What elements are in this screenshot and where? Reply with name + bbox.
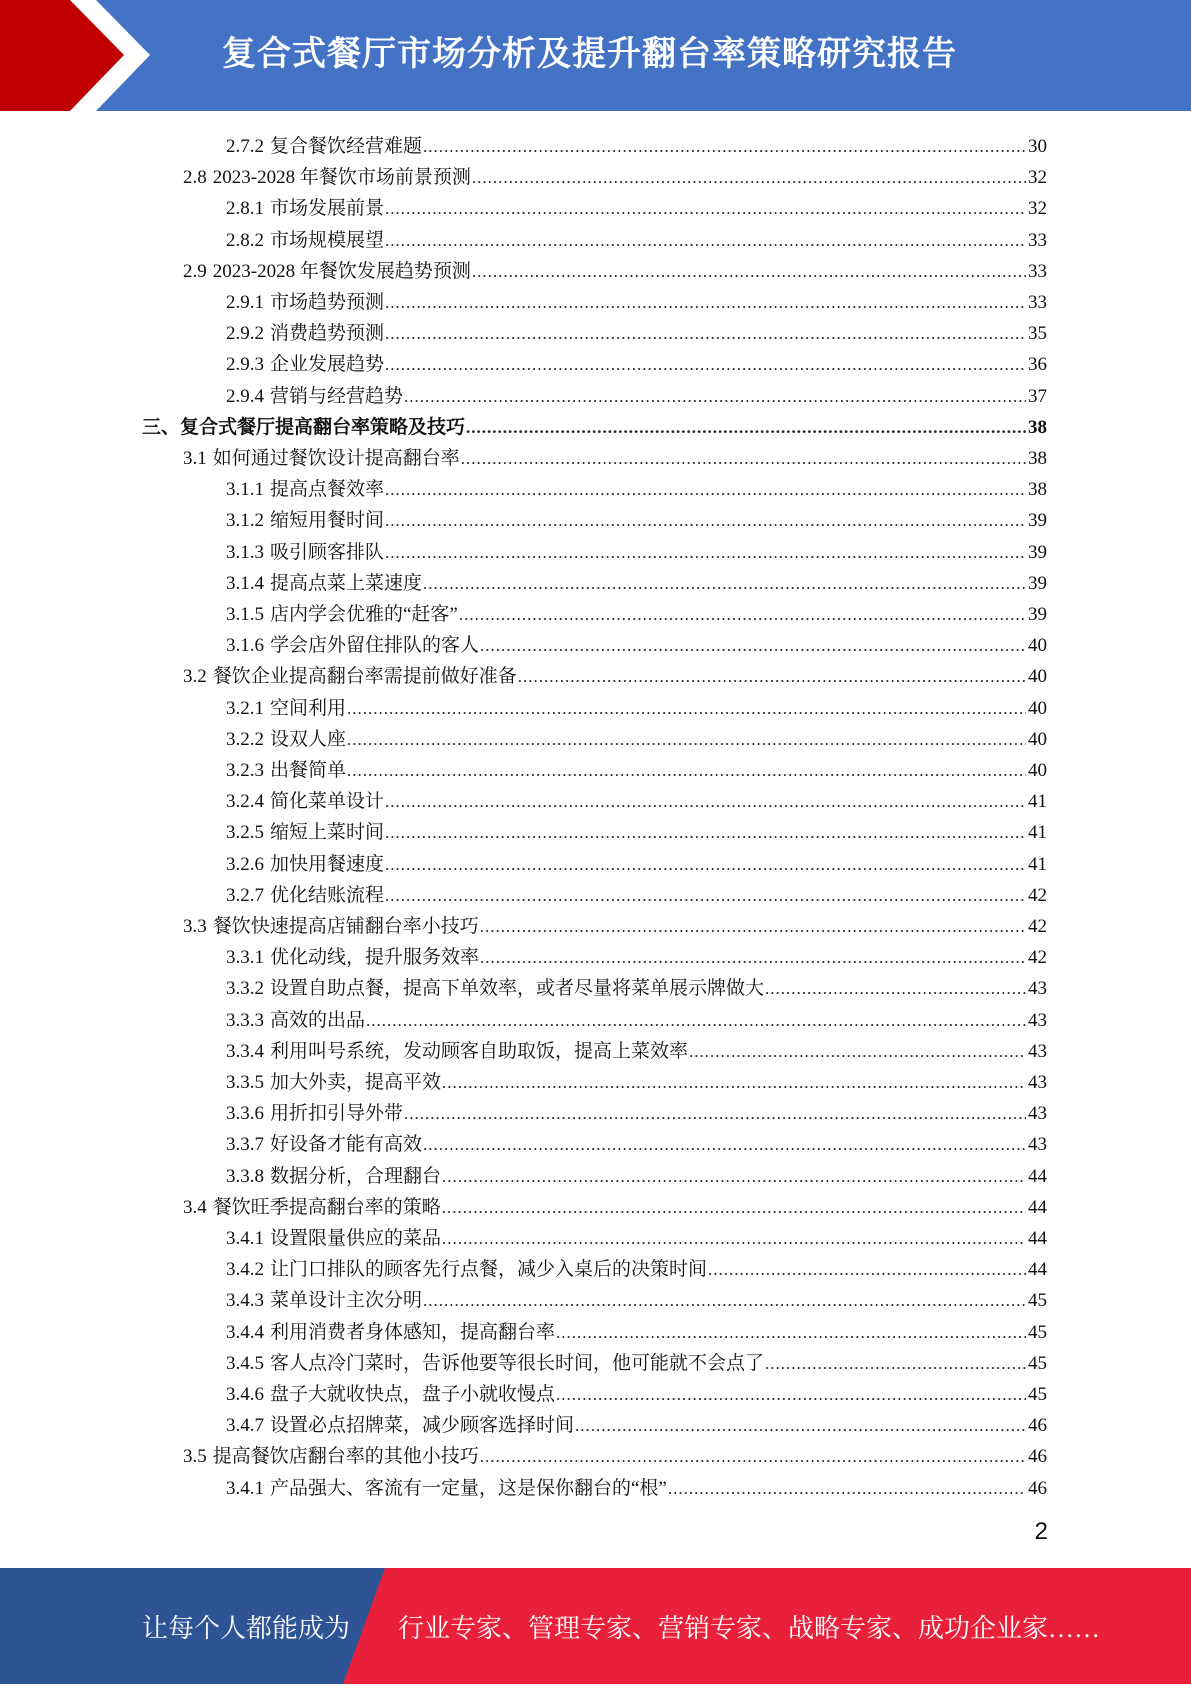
toc-entry-page: 42	[1028, 947, 1047, 969]
toc-dot-leader	[689, 1040, 1026, 1064]
toc-entry-number: 2.9.4	[226, 385, 264, 407]
toc-entry[interactable]	[142, 409, 1047, 440]
toc-entry-page: 43	[1028, 1040, 1047, 1062]
toc-entry-title: 产品强大、客流有一定量，这是保你翻台的“根”	[270, 1477, 667, 1499]
toc-entry-number: 2.9	[183, 260, 207, 282]
toc-entry-page: 43	[1028, 1103, 1047, 1125]
toc-entry-page: 36	[1028, 354, 1047, 376]
toc-entry-title: 盘子大就收快点，盘子小就收慢点	[270, 1384, 556, 1405]
toc-entry[interactable]	[226, 1158, 1047, 1189]
toc-entry-number: 3.4.6	[226, 1384, 264, 1405]
toc-entry[interactable]	[226, 502, 1047, 533]
toc-entry-title: 菜单设计主次分明	[270, 1290, 423, 1312]
toc-entry-title: 设双人座	[270, 728, 347, 750]
toc-entry-title: 餐饮企业提高翻台率需提前做好准备	[212, 666, 517, 688]
toc-dot-leader	[708, 1258, 1026, 1282]
toc-entry[interactable]	[226, 222, 1047, 253]
toc-entry-title: 复合式餐厅提高翻台率策略及技巧	[180, 416, 466, 438]
toc-dot-leader	[518, 665, 1026, 689]
toc-dot-leader	[423, 1133, 1026, 1157]
toc-entry-page: 45	[1028, 1384, 1047, 1405]
toc-entry-title: 提高餐饮店翻台率的其他小技巧	[212, 1446, 479, 1468]
toc-entry-number: 3.3.1	[226, 947, 264, 969]
toc-entry-title: 缩短上菜时间	[270, 822, 385, 844]
toc-entry-page: 46	[1028, 1415, 1047, 1437]
toc-entry[interactable]	[183, 658, 1047, 689]
toc-entry[interactable]	[226, 1220, 1047, 1251]
toc-entry[interactable]	[226, 627, 1047, 658]
toc-entry-page: 38	[1028, 416, 1047, 438]
header-arrow-logo	[0, 0, 160, 111]
toc-dot-leader	[765, 977, 1026, 1001]
toc-entry-page: 43	[1028, 978, 1047, 1000]
toc-dot-leader	[423, 1289, 1026, 1313]
toc-entry-number: 3.2.4	[226, 791, 264, 813]
toc-entry-title: 市场发展前景	[270, 198, 385, 220]
toc-entry[interactable]	[226, 939, 1047, 970]
toc-entry-page: 32	[1028, 167, 1047, 189]
toc-entry[interactable]	[226, 1033, 1047, 1064]
toc-entry-page: 32	[1028, 198, 1047, 220]
toc-entry[interactable]	[226, 1314, 1047, 1345]
toc-entry[interactable]	[226, 378, 1047, 409]
toc-entry-page: 38	[1028, 448, 1047, 469]
toc-entry-title: 设置限量供应的菜品	[270, 1228, 442, 1249]
toc-entry-title: 餐饮快速提高店铺翻台率小技巧	[212, 916, 479, 937]
toc-entry-title: 吸引顾客排队	[270, 541, 385, 563]
toc-dot-leader	[442, 1196, 1026, 1220]
toc-entry[interactable]	[226, 1064, 1047, 1095]
toc-entry[interactable]	[226, 471, 1047, 502]
toc-entry[interactable]	[226, 1095, 1047, 1126]
toc-entry-page: 38	[1028, 479, 1047, 501]
toc-entry-title: 复合餐饮经营难题	[270, 136, 423, 157]
toc-dot-leader	[480, 915, 1026, 939]
toc-dot-leader	[459, 603, 1026, 627]
toc-entry-title: 2023-2028 年餐饮市场前景预测	[212, 167, 471, 189]
page-header	[0, 0, 1191, 111]
toc-entry-page: 44	[1028, 1259, 1047, 1281]
toc-entry-title: 出餐简单	[270, 760, 347, 781]
toc-entry-page: 44	[1028, 1196, 1047, 1218]
toc-entry-number: 3.1.3	[226, 541, 264, 563]
report-title: 复合式餐厅市场分析及提升翻台率策略研究报告	[222, 34, 957, 74]
toc-dot-leader	[556, 1383, 1026, 1407]
toc-entry[interactable]	[226, 190, 1047, 221]
toc-entry[interactable]	[183, 1189, 1047, 1220]
toc-entry-title: 市场规模展望	[270, 229, 385, 251]
toc-dot-leader	[556, 1321, 1026, 1345]
toc-entry-number: 3.4.3	[226, 1290, 264, 1312]
toc-entry-number: 3.1.6	[226, 635, 264, 657]
toc-dot-leader	[404, 1102, 1026, 1126]
toc-entry-number: 3.3.8	[226, 1165, 264, 1187]
toc-entry-page: 40	[1028, 697, 1047, 719]
toc-entry-page: 39	[1028, 572, 1047, 594]
toc-entry[interactable]	[226, 1470, 1047, 1501]
toc-entry[interactable]	[226, 1407, 1047, 1438]
toc-entry-title: 设置自助点餐，提高下单效率，或者尽量将菜单展示牌做大	[270, 978, 765, 1000]
toc-entry[interactable]	[226, 565, 1047, 596]
toc-entry[interactable]	[226, 721, 1047, 752]
toc-entry-number: 3.1	[183, 448, 207, 469]
toc-entry[interactable]	[226, 846, 1047, 877]
toc-dot-leader	[385, 821, 1026, 845]
toc-entry-number: 2.8.2	[226, 229, 264, 251]
toc-dot-leader	[423, 135, 1026, 159]
toc-entry-page: 33	[1028, 229, 1047, 251]
toc-entry-number: 2.9.1	[226, 292, 264, 313]
toc-entry-number: 3.4.4	[226, 1321, 264, 1343]
toc-entry-page: 39	[1028, 510, 1047, 532]
toc-entry[interactable]	[226, 690, 1047, 721]
toc-dot-leader	[347, 759, 1026, 783]
toc-dot-leader	[765, 1352, 1026, 1376]
toc-entry-title: 缩短用餐时间	[270, 510, 385, 532]
toc-entry-page: 41	[1028, 822, 1047, 844]
toc-entry-number: 3.3.2	[226, 978, 264, 1000]
toc-entry[interactable]	[226, 1126, 1047, 1157]
toc-entry-page: 30	[1028, 136, 1047, 157]
toc-dot-leader	[385, 229, 1026, 253]
toc-entry-number: 3.1.4	[226, 572, 264, 594]
toc-entry[interactable]	[226, 783, 1047, 814]
toc-entry-number: 2.9.2	[226, 323, 264, 345]
toc-entry[interactable]	[226, 346, 1047, 377]
toc-entry-title: 如何通过餐饮设计提高翻台率	[212, 448, 460, 469]
toc-dot-leader	[442, 1071, 1026, 1095]
toc-entry[interactable]	[183, 1438, 1047, 1469]
toc-entry[interactable]	[226, 1002, 1047, 1033]
toc-entry[interactable]	[226, 877, 1047, 908]
toc-entry-title: 优化结账流程	[270, 884, 385, 906]
page-footer	[0, 1568, 1191, 1684]
toc-entry-page: 45	[1028, 1290, 1047, 1312]
toc-entry-page: 39	[1028, 604, 1047, 625]
toc-entry-page: 46	[1028, 1446, 1047, 1468]
toc-entry-number: 3.2.7	[226, 884, 264, 906]
toc-entry[interactable]	[226, 596, 1047, 627]
toc-entry-page: 40	[1028, 760, 1047, 781]
toc-dot-leader	[466, 416, 1026, 440]
toc-entry-title: 提高点餐效率	[270, 479, 385, 501]
toc-entry-page: 44	[1028, 1165, 1047, 1187]
toc-entry-title: 2023-2028 年餐饮发展趋势预测	[212, 260, 471, 282]
toc-entry[interactable]	[226, 534, 1047, 565]
toc-entry-page: 44	[1028, 1228, 1047, 1249]
toc-dot-leader	[472, 166, 1026, 190]
toc-dot-leader	[480, 1445, 1026, 1469]
toc-dot-leader	[347, 728, 1026, 752]
footer-slogan-left: 让每个人都能成为	[142, 1614, 351, 1643]
toc-entry[interactable]	[183, 440, 1047, 471]
toc-entry-number: 3.3	[183, 916, 207, 937]
toc-entry-title: 让门口排队的顾客先行点餐，减少入桌后的决策时间	[270, 1259, 708, 1281]
toc-entry-page: 42	[1028, 916, 1047, 937]
toc-dot-leader	[385, 478, 1026, 502]
toc-entry-number: 2.7.2	[226, 136, 264, 157]
toc-entry-number: 三、	[142, 416, 181, 438]
toc-entry-number: 3.3.7	[226, 1134, 264, 1156]
toc-entry-number: 3.3.6	[226, 1103, 264, 1125]
toc-entry-number: 3.4.7	[226, 1415, 264, 1437]
toc-entry-number: 2.8.1	[226, 198, 264, 220]
toc-entry-number: 3.3.3	[226, 1009, 264, 1031]
toc-entry-page: 39	[1028, 541, 1047, 563]
toc-entry-number: 3.3.4	[226, 1040, 264, 1062]
toc-entry-title: 加大外卖，提高平效	[270, 1072, 442, 1093]
toc-entry-number: 2.8	[183, 167, 207, 189]
toc-entry[interactable]	[226, 970, 1047, 1001]
toc-entry-title: 学会店外留住排队的客人	[270, 635, 480, 657]
toc-entry[interactable]	[183, 159, 1047, 190]
toc-dot-leader	[423, 572, 1026, 596]
toc-entry-number: 3.4.2	[226, 1259, 264, 1281]
toc-entry-title: 利用消费者身体感知，提高翻台率	[270, 1321, 556, 1343]
toc-entry-number: 3.2.2	[226, 728, 264, 750]
toc-dot-leader	[404, 385, 1026, 409]
toc-entry-number: 3.2.3	[226, 760, 264, 781]
toc-entry-page: 45	[1028, 1352, 1047, 1374]
toc-entry-title: 餐饮旺季提高翻台率的策略	[212, 1196, 441, 1218]
toc-entry[interactable]	[226, 128, 1047, 159]
toc-entry-title: 简化菜单设计	[270, 791, 385, 813]
toc-dot-leader	[472, 260, 1026, 284]
toc-entry-number: 3.2.1	[226, 697, 264, 719]
toc-dot-leader	[442, 1165, 1026, 1189]
toc-entry-title: 市场趋势预测	[270, 292, 385, 313]
toc-entry-page: 43	[1028, 1009, 1047, 1031]
toc-dot-leader	[385, 353, 1026, 377]
toc-entry-page: 40	[1028, 635, 1047, 657]
toc-entry-title: 数据分析，合理翻台	[270, 1165, 442, 1187]
toc-entry-page: 35	[1028, 323, 1047, 345]
toc-dot-leader	[366, 1009, 1026, 1033]
toc-entry-number: 3.2.5	[226, 822, 264, 844]
toc-entry-number: 2.9.3	[226, 354, 264, 376]
toc-entry-page: 33	[1028, 292, 1047, 313]
toc-entry-title: 企业发展趋势	[270, 354, 385, 376]
toc-entry[interactable]	[226, 752, 1047, 783]
toc-dot-leader	[668, 1477, 1026, 1501]
toc-entry[interactable]	[183, 253, 1047, 284]
toc-dot-leader	[385, 509, 1026, 533]
toc-entry[interactable]	[226, 1251, 1047, 1282]
toc-entry[interactable]	[183, 908, 1047, 939]
toc-dot-leader	[385, 322, 1026, 346]
toc-entry[interactable]	[226, 284, 1047, 315]
toc-dot-leader	[385, 197, 1026, 221]
toc-entry-number: 3.4.1	[226, 1477, 264, 1499]
toc-entry-page: 43	[1028, 1134, 1047, 1156]
toc-entry-number: 3.3.5	[226, 1072, 264, 1093]
toc-dot-leader	[442, 1227, 1026, 1251]
toc-entry-title: 高效的出品	[270, 1009, 366, 1031]
toc-entry[interactable]	[226, 315, 1047, 346]
toc-entry-title: 店内学会优雅的“赶客”	[270, 604, 458, 625]
toc-entry[interactable]	[226, 1376, 1047, 1407]
toc-entry-number: 3.4.1	[226, 1228, 264, 1249]
toc-entry-title: 提高点菜上菜速度	[270, 572, 423, 594]
toc-entry[interactable]	[226, 1345, 1047, 1376]
toc-entry-title: 设置必点招牌菜，减少顾客选择时间	[270, 1415, 575, 1437]
toc-entry-title: 消费趋势预测	[270, 323, 385, 345]
toc-entry-page: 37	[1028, 385, 1047, 407]
toc-entry-page: 33	[1028, 260, 1047, 282]
toc-entry-page: 40	[1028, 728, 1047, 750]
toc-entry-title: 利用叫号系统，发动顾客自助取饭，提高上菜效率	[270, 1040, 689, 1062]
toc-dot-leader	[385, 884, 1026, 908]
toc-entry-number: 3.5	[183, 1446, 207, 1468]
toc-entry-title: 好设备才能有高效	[270, 1134, 423, 1156]
toc-dot-leader	[480, 946, 1026, 970]
toc-entry-page: 42	[1028, 884, 1047, 906]
toc-entry-page: 41	[1028, 791, 1047, 813]
toc-dot-leader	[385, 790, 1026, 814]
toc-dot-leader	[385, 853, 1026, 877]
toc-entry-number: 3.4.5	[226, 1352, 264, 1374]
toc-entry-page: 46	[1028, 1477, 1047, 1499]
toc-entry-title: 客人点冷门菜时，告诉他要等很长时间，他可能就不会点了	[270, 1352, 765, 1374]
toc-entry-number: 3.2.6	[226, 853, 264, 875]
toc-entry-page: 40	[1028, 666, 1047, 688]
toc-dot-leader	[575, 1414, 1026, 1438]
toc-entry-title: 空间利用	[270, 697, 347, 719]
toc-entry-number: 3.1.1	[226, 479, 264, 501]
toc-entry-page: 45	[1028, 1321, 1047, 1343]
toc-dot-leader	[461, 447, 1026, 471]
toc-dot-leader	[480, 634, 1026, 658]
toc-entry-title: 优化动线，提升服务效率	[270, 947, 480, 969]
toc-dot-leader	[385, 291, 1026, 315]
toc-entry-title: 用折扣引导外带	[270, 1103, 404, 1125]
toc-entry-page: 41	[1028, 853, 1047, 875]
toc-dot-leader	[347, 697, 1026, 721]
toc-dot-leader	[385, 541, 1026, 565]
footer-slogan-right: 行业专家、管理专家、营销专家、战略专家、成功企业家……	[398, 1614, 1101, 1643]
toc-entry[interactable]	[226, 814, 1047, 845]
page-number: 2	[1034, 1518, 1048, 1545]
toc-entry-number: 3.1.2	[226, 510, 264, 532]
toc-entry[interactable]	[226, 1282, 1047, 1313]
toc-entry-title: 营销与经营趋势	[270, 385, 404, 407]
toc-entry-title: 加快用餐速度	[270, 853, 385, 875]
toc-entry-number: 3.4	[183, 1196, 207, 1218]
toc-entry-page: 43	[1028, 1072, 1047, 1093]
toc-entry-number: 3.1.5	[226, 604, 264, 625]
toc-entry-number: 3.2	[183, 666, 207, 688]
